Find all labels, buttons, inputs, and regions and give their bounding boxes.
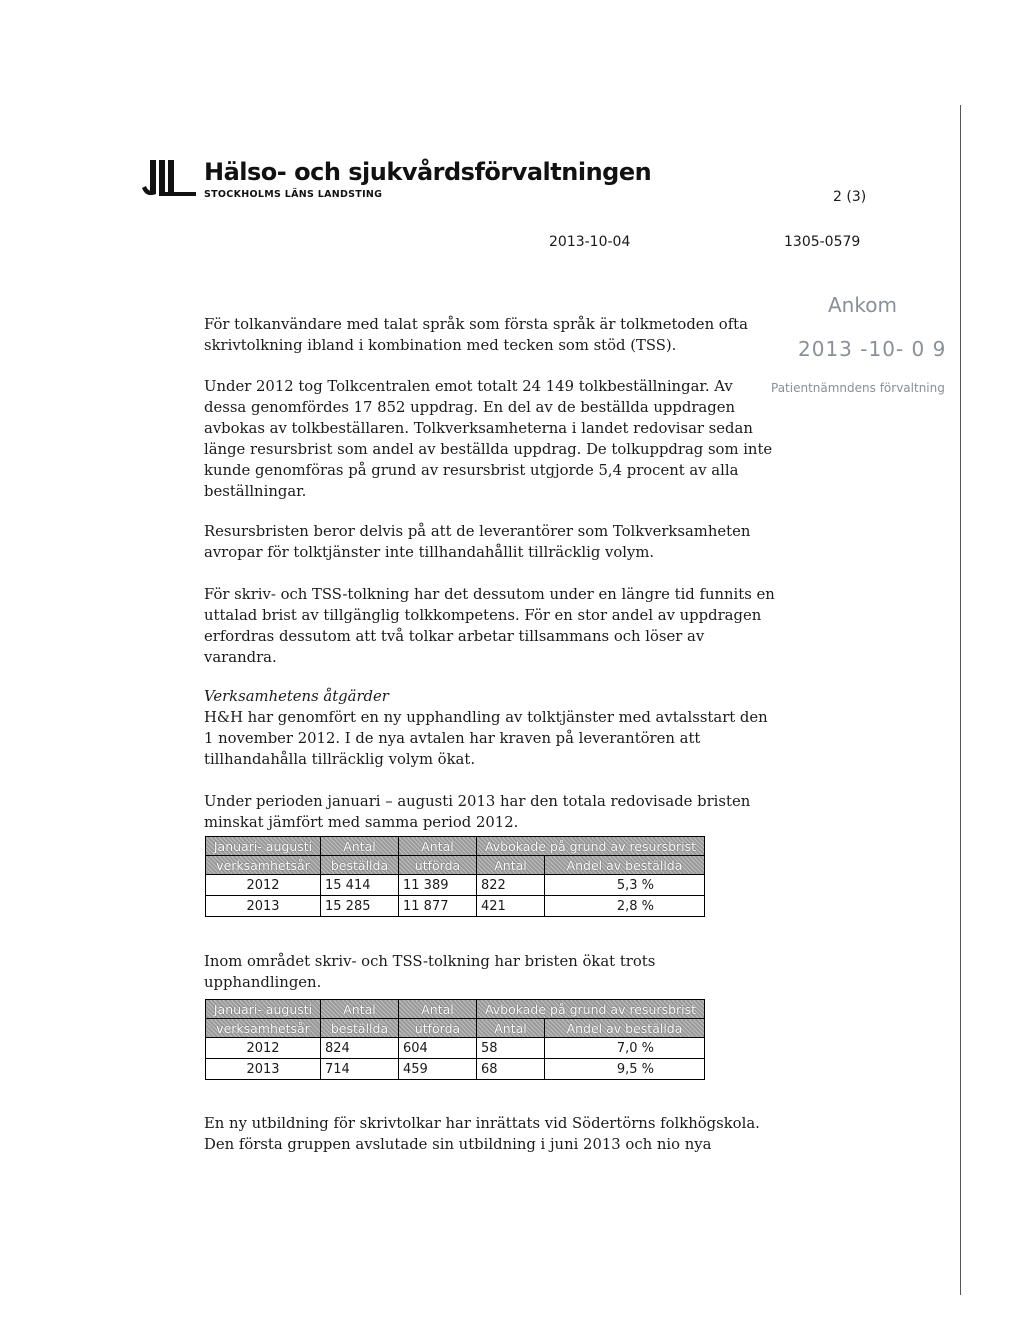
- col-subheader-year: verksamhetsår: [206, 1019, 321, 1038]
- table-row: [206, 875, 705, 896]
- paragraph: [204, 584, 775, 668]
- col-header-performed: Antal: [399, 1000, 477, 1019]
- cell-count: 68: [477, 1059, 545, 1080]
- paragraph: [204, 791, 769, 833]
- col-subheader-ordered: beställda: [321, 856, 399, 875]
- col-subheader-performed: utförda: [399, 1019, 477, 1038]
- text-line: Under 2012 tog Tolkcentralen emot totalt 24 149 tolkbeställningar. Av: [204, 378, 733, 395]
- sll-logo-icon: [142, 160, 196, 200]
- page-margin-line: [960, 105, 961, 1295]
- col-header-cancelled: Avbokade på grund av resursbrist: [477, 837, 705, 856]
- paragraph: [204, 686, 769, 770]
- col-subheader-count: Antal: [477, 1019, 545, 1038]
- cell-year: 2013: [206, 1059, 321, 1080]
- text-line: minskat jämfört med samma period 2012.: [204, 814, 519, 831]
- cell-ordered: 15 285: [321, 896, 399, 917]
- text-line: Inom området skriv- och TSS-tolkning har bristen ökat trots: [204, 953, 656, 970]
- col-subheader-share: Andel av beställda: [545, 856, 705, 875]
- text-line: För tolkanvändare med talat språk som första språk är tolkmetoden ofta: [204, 316, 748, 333]
- text-line: tillhandahålla tillräcklig volym ökat.: [204, 751, 476, 768]
- col-header-year: Januari- augusti: [206, 837, 321, 856]
- text-line: länge resursbrist som andel av beställda uppdrag. De tolkuppdrag som inte: [204, 441, 773, 458]
- text-line: varandra.: [204, 649, 277, 666]
- cell-ordered: 714: [321, 1059, 399, 1080]
- org-subtitle: STOCKHOLMS LÄNS LANDSTING: [204, 189, 383, 200]
- col-subheader-count: Antal: [477, 856, 545, 875]
- cell-year: 2012: [206, 875, 321, 896]
- table-row: [206, 1038, 705, 1059]
- text-line: Under perioden januari – augusti 2013 har den totala redovisade bristen: [204, 793, 751, 810]
- shortage-table-skriv-tss: [205, 999, 705, 1080]
- cell-count: 58: [477, 1038, 545, 1059]
- text-line: avropar för tolktjänster inte tillhandahållit tillräcklig volym.: [204, 544, 655, 561]
- col-subheader-year: verksamhetsår: [206, 856, 321, 875]
- col-header-performed: Antal: [399, 837, 477, 856]
- col-header-year: Januari- augusti: [206, 1000, 321, 1019]
- shortage-table-all: [205, 836, 705, 917]
- reference-number: 1305-0579: [784, 234, 861, 250]
- text-line: dessa genomfördes 17 852 uppdrag. En del av de beställda uppdragen: [204, 399, 735, 416]
- cell-share: 9,5 %: [545, 1059, 705, 1080]
- table-row: [206, 1059, 705, 1080]
- text-line: skrivtolkning ibland i kombination med tecken som stöd (TSS).: [204, 337, 677, 354]
- text-line: För skriv- och TSS-tolkning har det dessutom under en längre tid funnits en: [204, 586, 775, 603]
- col-header-ordered: Antal: [321, 1000, 399, 1019]
- cell-year: 2012: [206, 1038, 321, 1059]
- paragraph: [204, 951, 769, 993]
- received-stamp-date: 2013 -10- 0 9: [798, 337, 947, 361]
- table-row: [206, 896, 705, 917]
- paragraph: [204, 314, 769, 356]
- col-subheader-share: Andel av beställda: [545, 1019, 705, 1038]
- text-line: avbokas av tolkbeställaren. Tolkverksamheterna i landet redovisar sedan: [204, 420, 753, 437]
- cell-count: 421: [477, 896, 545, 917]
- col-header-ordered: Antal: [321, 837, 399, 856]
- text-line: upphandlingen.: [204, 974, 322, 991]
- text-line: H&H har genomfört en ny upphandling av tolktjänster med avtalsstart den: [204, 709, 768, 726]
- cell-year: 2013: [206, 896, 321, 917]
- cell-share: 7,0 %: [545, 1038, 705, 1059]
- cell-performed: 11 389: [399, 875, 477, 896]
- cell-share: 2,8 %: [545, 896, 705, 917]
- org-name: Hälso- och sjukvårdsförvaltningen: [204, 158, 652, 186]
- received-stamp-org: Patientnämndens förvaltning: [771, 381, 945, 395]
- document-date: 2013-10-04: [549, 234, 631, 250]
- paragraph: [204, 376, 773, 502]
- section-heading: Verksamhetens åtgärder: [204, 688, 389, 705]
- paragraph: [204, 1113, 769, 1155]
- cell-ordered: 824: [321, 1038, 399, 1059]
- cell-performed: 604: [399, 1038, 477, 1059]
- text-line: beställningar.: [204, 483, 307, 500]
- text-line: uttalad brist av tillgänglig tolkkompetens. För en stor andel av uppdragen: [204, 607, 762, 624]
- text-line: kunde genomföras på grund av resursbrist utgjorde 5,4 procent av alla: [204, 462, 739, 479]
- cell-performed: 11 877: [399, 896, 477, 917]
- cell-count: 822: [477, 875, 545, 896]
- text-line: erfordras dessutom att två tolkar arbetar tillsammans och löser av: [204, 628, 705, 645]
- text-line: Resursbristen beror delvis på att de leverantörer som Tolkverksamheten: [204, 523, 751, 540]
- cell-ordered: 15 414: [321, 875, 399, 896]
- page-number: 2 (3): [833, 189, 867, 205]
- cell-performed: 459: [399, 1059, 477, 1080]
- paragraph: [204, 521, 769, 563]
- col-header-cancelled: Avbokade på grund av resursbrist: [477, 1000, 705, 1019]
- col-subheader-performed: utförda: [399, 856, 477, 875]
- cell-share: 5,3 %: [545, 875, 705, 896]
- col-subheader-ordered: beställda: [321, 1019, 399, 1038]
- text-line: Den första gruppen avslutade sin utbildning i juni 2013 och nio nya: [204, 1136, 712, 1153]
- received-stamp-title: Ankom: [828, 293, 897, 317]
- text-line: En ny utbildning för skrivtolkar har inrättats vid Södertörns folkhögskola.: [204, 1115, 760, 1132]
- text-line: 1 november 2012. I de nya avtalen har kraven på leverantören att: [204, 730, 701, 747]
